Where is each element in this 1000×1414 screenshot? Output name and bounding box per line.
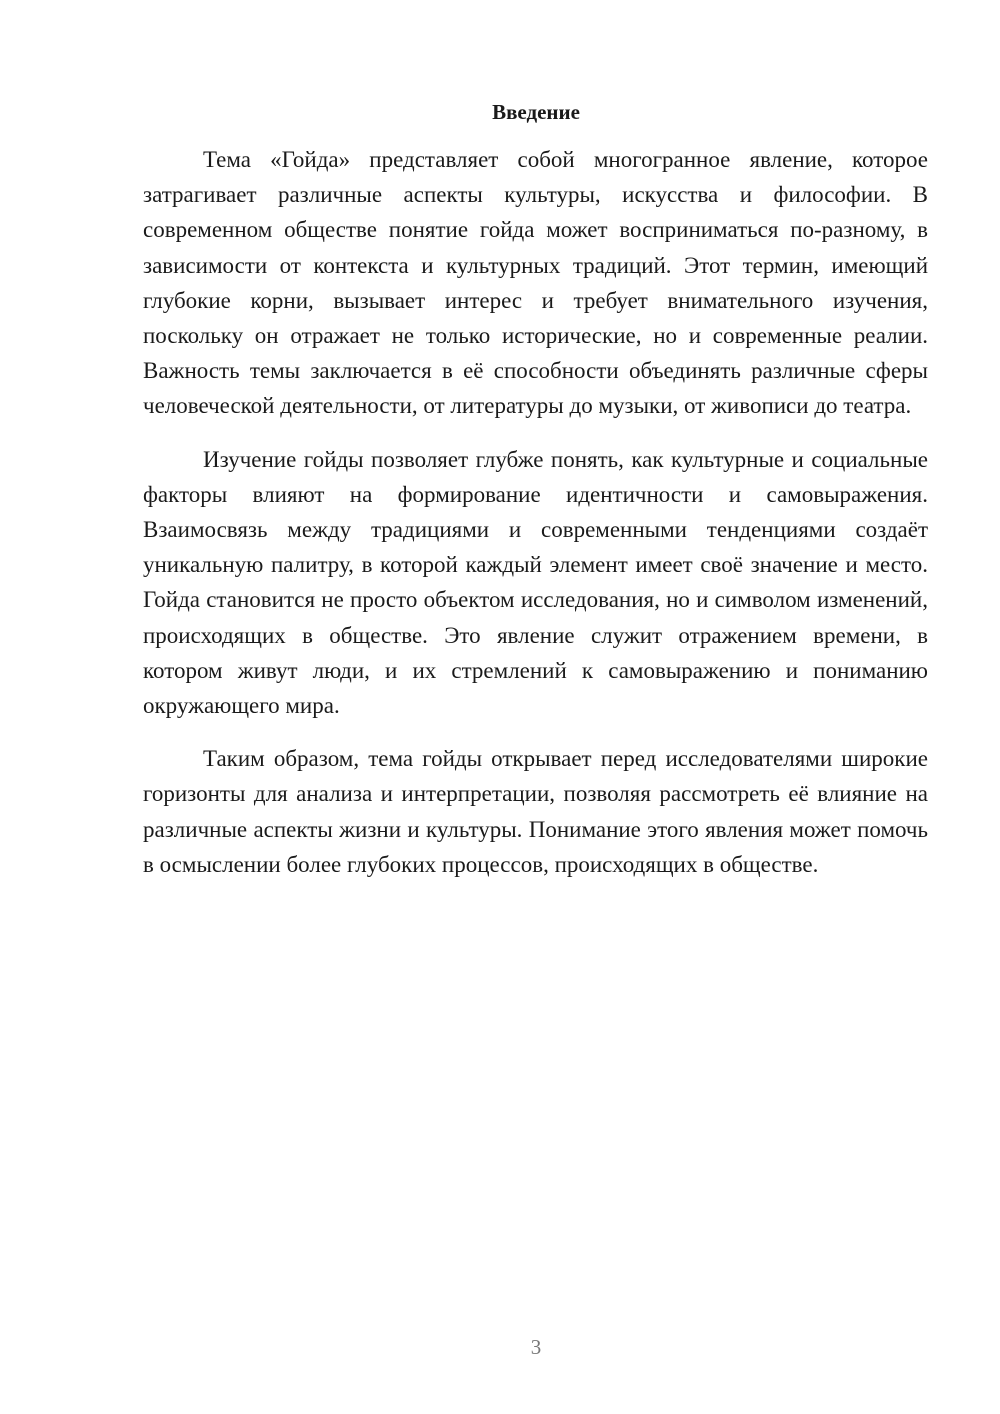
document-body bbox=[143, 142, 928, 900]
paragraph-2: Изучение гойды позволяет глубже понять, как культурные и социальные факторы влияют на формирование идентичности и самовыражения. Взаимосвязь между традициями и современными тенденциями создаёт уникальную палитру, в которой каждый элемент имеет своё значение и место. Гойда становится не просто объектом исследования, но и символом изменений, происходящих в обществе. Это явление служит отражением времени, в котором живут люди, и их стремлений к самовыражению и пониманию окружающего мира. bbox=[143, 446, 928, 719]
page-number: 3 bbox=[530, 1335, 542, 1359]
section-heading: Введение bbox=[492, 100, 580, 124]
paragraph-1: Тема «Гойда» представляет собой многогранное явление, которое затрагивает различные аспекты культуры, искусства и философии. В современном обществе понятие гойда может восприниматься по-разному, в зависимости от контекста и культурных традиций. Этот термин, имеющий глубокие корни, вызывает интерес и требует внимательного изучения, поскольку он отражает не только исторические, но и современные реалии. Важность темы заключается в её способности объединять различные сферы человеческой деятельности, от литературы до музыки, от живописи до театра. bbox=[143, 147, 928, 419]
paragraph-3: Таким образом, тема гойды открывает перед исследователями широкие горизонты для анализа и интерпретации, позволяя рассмотреть её влияние на различные аспекты жизни и культуры. Понимание этого явления может помочь в осмыслении более глубоких процессов, происходящих в обществе. bbox=[143, 746, 928, 877]
